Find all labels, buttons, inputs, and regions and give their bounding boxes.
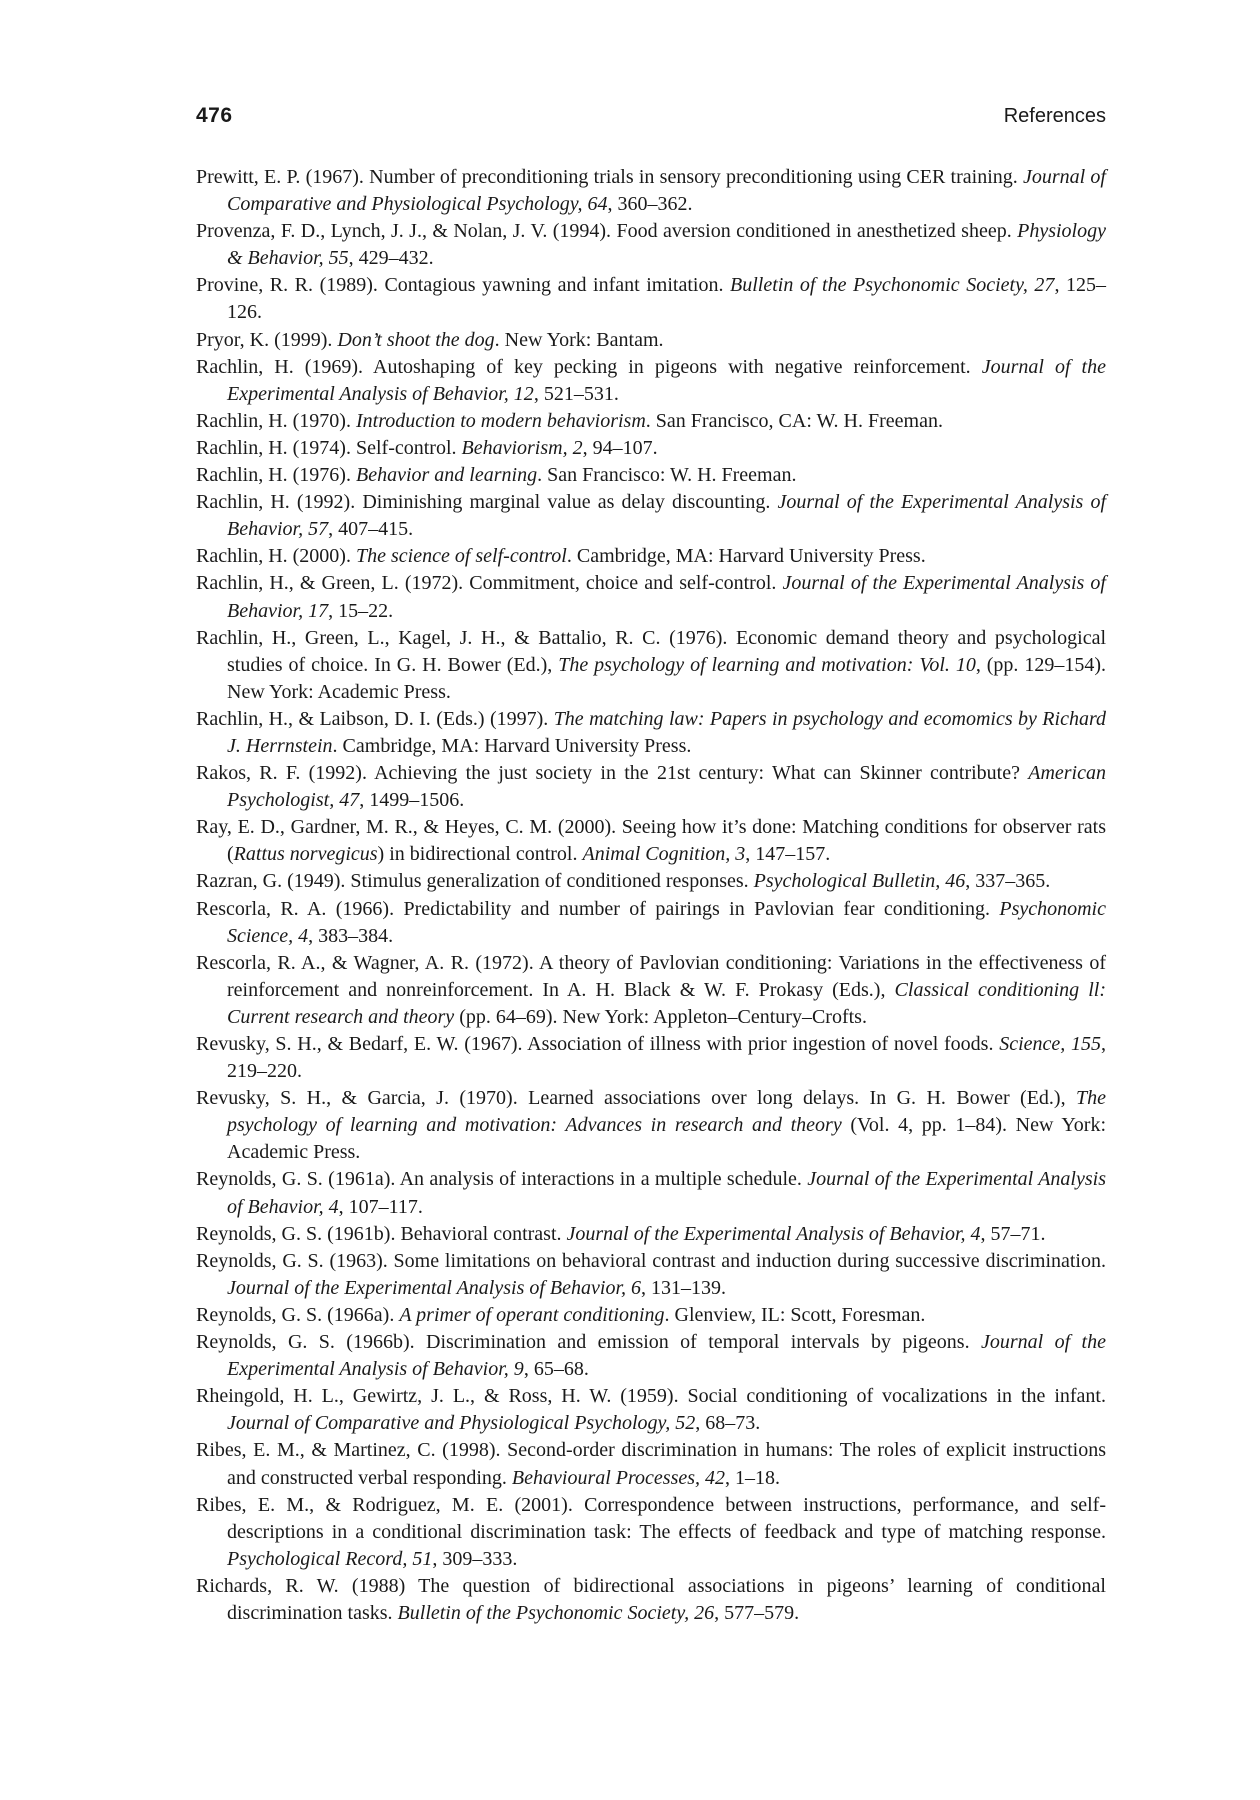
reference-entry — [196, 1302, 1106, 1329]
reference-entry — [196, 1085, 1106, 1166]
reference-italic: Journal of the Experimental Analysis of Behavior, 57 — [227, 491, 1106, 541]
reference-italic: A primer of operant conditioning — [399, 1303, 665, 1326]
reference-text: , 309–333. — [432, 1547, 518, 1570]
reference-text: , 15–22. — [328, 599, 394, 622]
section-title: References — [1003, 105, 1106, 127]
reference-text: Rachlin, H., & Laibson, D. I. (Eds.) (1997). — [196, 707, 554, 730]
reference-italic: Behaviorism, 2 — [461, 436, 583, 459]
reference-text: . Cambridge, MA: Harvard University Press. — [566, 545, 926, 568]
reference-text: Rescorla, R. A., & Wagner, A. R. (1972). A theory of Pavlovian conditioning: Variations in the effectiveness of reinforcement and nonreinforcement. In A. H. Black & W. F. Prokasy (Eds.), — [196, 951, 1106, 1001]
reference-text: Provenza, F. D., Lynch, J. J., & Nolan, J. V. (1994). Food aversion conditioned in anesthetized sheep. — [196, 220, 1018, 243]
reference-text: , 65–68. — [523, 1358, 589, 1381]
reference-text: , 131–139. — [641, 1276, 727, 1299]
reference-italic: Behavioural Processes, 42 — [511, 1466, 726, 1489]
reference-text: , 429–432. — [348, 247, 434, 270]
reference-text: Pryor, K. (1999). — [196, 328, 338, 351]
reference-text: Rachlin, H., & Green, L. (1972). Commitment, choice and self-control. — [196, 572, 783, 595]
reference-text: Reynolds, G. S. (1961b). Behavioral contrast. — [196, 1222, 567, 1245]
reference-text: Richards, R. W. (1988) The question of bidirectional associations in pigeons’ learning of conditional discrimination tasks. — [196, 1574, 1106, 1624]
reference-text: , 407–415. — [328, 518, 414, 541]
reference-italic: Journal of the Experimental Analysis of Behavior, 6 — [227, 1276, 642, 1299]
reference-text: , 521–531. — [533, 382, 619, 405]
reference-entry — [196, 543, 1106, 570]
reference-italic: Psychonomic Science, 4 — [227, 897, 1106, 947]
reference-text: Razran, G. (1949). Stimulus generalization of conditioned responses. — [196, 870, 754, 893]
reference-text: Rachlin, H. (1970). — [196, 409, 356, 432]
reference-italic: Journal of the Experimental Analysis of Behavior, 12 — [227, 355, 1106, 405]
reference-italic: The psychology of learning and motivation: Advances in research and theory — [227, 1087, 1106, 1137]
reference-text: (pp. 64–69). New York: Appleton–Century–Crofts. — [454, 1005, 867, 1028]
reference-italic: Bulletin of the Psychonomic Society, 27 — [730, 274, 1055, 297]
reference-text: . Cambridge, MA: Harvard University Press. — [332, 734, 692, 757]
reference-text: Reynolds, G. S. (1963). Some limitations on behavioral contrast and induction during successive discrimination. — [196, 1249, 1106, 1272]
reference-text: , 57–71. — [980, 1222, 1046, 1245]
reference-text: , 125–126. — [227, 274, 1107, 324]
reference-entry — [196, 1031, 1106, 1085]
reference-italic: Bulletin of the Psychonomic Society, 26 — [397, 1601, 715, 1624]
reference-text: Rachlin, H. (1974). Self-control. — [196, 436, 462, 459]
reference-text: Ribes, E. M., & Martinez, C. (1998). Second-order discrimination in humans: The roles of explicit instructions and constructed verbal responding. — [196, 1439, 1106, 1489]
reference-text: , 337–365. — [965, 870, 1051, 893]
reference-entry — [196, 570, 1106, 624]
reference-italic: Journal of the Experimental Analysis of Behavior, 4 — [227, 1168, 1106, 1218]
reference-entry — [196, 814, 1106, 868]
reference-entry — [196, 1573, 1106, 1627]
reference-text: . San Francisco: W. H. Freeman. — [537, 464, 797, 487]
reference-text: Rakos, R. F. (1992). Achieving the just society in the 21st century: What can Skinner contribute? — [196, 762, 1029, 785]
reference-entry — [196, 435, 1106, 462]
reference-text: Rachlin, H. (2000). — [196, 545, 356, 568]
reference-entry — [196, 489, 1106, 543]
reference-text: (Vol. 4, pp. 1–84). New York: Academic Press. — [227, 1114, 1106, 1164]
reference-entry — [196, 1329, 1106, 1383]
reference-text: , 1–18. — [725, 1466, 781, 1489]
reference-text: , 1499–1506. — [359, 789, 465, 812]
reference-entry — [196, 1492, 1106, 1573]
reference-italic: American Psychologist, 47 — [227, 762, 1106, 812]
reference-text: Rheingold, H. L., Gewirtz, J. L., & Ross, H. W. (1959). Social conditioning of vocalizations in the infant. — [196, 1385, 1106, 1408]
reference-text: Prewitt, E. P. (1967). Number of preconditioning trials in sensory preconditioning using CER training. — [196, 166, 1023, 188]
reference-text: ) in bidirectional control. — [377, 843, 583, 866]
reference-text: Rachlin, H. (1976). — [196, 464, 356, 487]
reference-entry — [196, 164, 1106, 218]
reference-italic: Behavior and learning — [355, 464, 538, 487]
reference-italic: Don’t shoot the dog — [337, 328, 495, 351]
reference-italic: The psychology of learning and motivation: Vol. 10 — [558, 653, 976, 676]
reference-text: Provine, R. R. (1989). Contagious yawning and infant imitation. — [196, 274, 731, 297]
reference-entry — [196, 950, 1106, 1031]
reference-entry — [196, 760, 1106, 814]
reference-italic: Animal Cognition, 3 — [582, 843, 746, 866]
reference-text: , 577–579. — [714, 1601, 800, 1624]
page-number: 476 — [196, 104, 233, 127]
reference-text: , 383–384. — [308, 924, 394, 947]
reference-text: Reynolds, G. S. (1961a). An analysis of interactions in a multiple schedule. — [196, 1168, 808, 1191]
reference-entry — [196, 408, 1106, 435]
reference-italic: Journal of the Experimental Analysis of Behavior, 17 — [227, 572, 1106, 622]
reference-italic: Psychological Bulletin, 46 — [753, 870, 966, 893]
reference-text: Rachlin, H. (1969). Autoshaping of key pecking in pigeons with negative reinforcement. — [196, 355, 982, 378]
reference-entry — [196, 462, 1106, 489]
reference-list — [196, 164, 1106, 1627]
reference-text: Reynolds, G. S. (1966a). — [196, 1303, 400, 1326]
reference-italic: Psychological Record, 51 — [227, 1547, 433, 1570]
reference-entry — [196, 354, 1106, 408]
reference-entry — [196, 706, 1106, 760]
reference-text: , 94–107. — [582, 436, 658, 459]
reference-text: Ray, E. D., Gardner, M. R., & Heyes, C. M. (2000). Seeing how it’s done: Matching conditions for observer rats ( — [196, 816, 1106, 866]
reference-text: Revusky, S. H., & Bedarf, E. W. (1967). Association of illness with prior ingestion of novel foods. — [196, 1033, 1000, 1055]
reference-text: Revusky, S. H., & Garcia, J. (1970). Learned associations over long delays. In G. H. Bower (Ed.), — [196, 1087, 1076, 1110]
reference-italic: Physiology & Behavior, 55 — [227, 220, 1106, 270]
reference-text: . San Francisco, CA: W. H. Freeman. — [645, 409, 943, 432]
reference-text: , (pp. 129–154). New York: Academic Press. — [227, 653, 1107, 703]
reference-entry — [196, 1437, 1106, 1491]
reference-entry — [196, 1221, 1106, 1248]
reference-italic: Journal of Comparative and Physiological Psychology, 64 — [227, 166, 1106, 216]
reference-text: Rachlin, H. (1992). Diminishing marginal value as delay discounting. — [196, 491, 778, 514]
reference-entry — [196, 272, 1106, 326]
reference-entry — [196, 218, 1106, 272]
reference-entry — [196, 1383, 1106, 1437]
reference-italic: The science of self-control — [355, 545, 567, 568]
reference-entry — [196, 1166, 1106, 1220]
reference-text: , 107–117. — [338, 1195, 423, 1218]
running-head — [196, 104, 1106, 138]
reference-text: Rescorla, R. A. (1966). Predictability and number of pairings in Pavlovian fear conditioning. — [196, 897, 1000, 920]
reference-text: , 219–220. — [227, 1033, 1106, 1083]
reference-text: Reynolds, G. S. (1966b). Discrimination and emission of temporal intervals by pigeons. — [196, 1331, 981, 1354]
reference-text: , 68–73. — [695, 1412, 761, 1435]
reference-italic: Introduction to modern behaviorism — [355, 409, 646, 432]
reference-italic: Classical conditioning ll: Current research and theory — [227, 978, 1106, 1028]
reference-italic: Science, 155 — [999, 1033, 1101, 1055]
reference-italic: Journal of the Experimental Analysis of Behavior, 9 — [227, 1331, 1106, 1381]
reference-entry — [196, 327, 1106, 354]
reference-text: . Glenview, IL: Scott, Foresman. — [664, 1303, 926, 1326]
reference-entry — [196, 896, 1106, 950]
reference-italic: Rattus norvegicus — [233, 843, 378, 866]
reference-entry — [196, 625, 1106, 706]
reference-text: . New York: Bantam. — [494, 328, 664, 351]
reference-entry — [196, 868, 1106, 895]
reference-italic: Journal of the Experimental Analysis of Behavior, 4 — [566, 1222, 981, 1245]
reference-italic: Journal of Comparative and Physiological Psychology, 52 — [227, 1412, 696, 1435]
reference-text: Rachlin, H., Green, L., Kagel, J. H., & Battalio, R. C. (1976). Economic demand theory and psychological studies of choice. In G. H. Bower (Ed.), — [196, 626, 1106, 676]
reference-text: Ribes, E. M., & Rodriguez, M. E. (2001). Correspondence between instructions, performance, and self-descriptions in a conditional discrimination task: The effects of feedback and type of matching response. — [196, 1493, 1106, 1543]
reference-italic: The matching law: Papers in psychology and ecomomics by Richard J. Herrnstein — [227, 707, 1106, 757]
reference-text: , 360–362. — [607, 193, 693, 216]
reference-text: , 147–157. — [745, 843, 831, 866]
reference-entry — [196, 1248, 1106, 1302]
